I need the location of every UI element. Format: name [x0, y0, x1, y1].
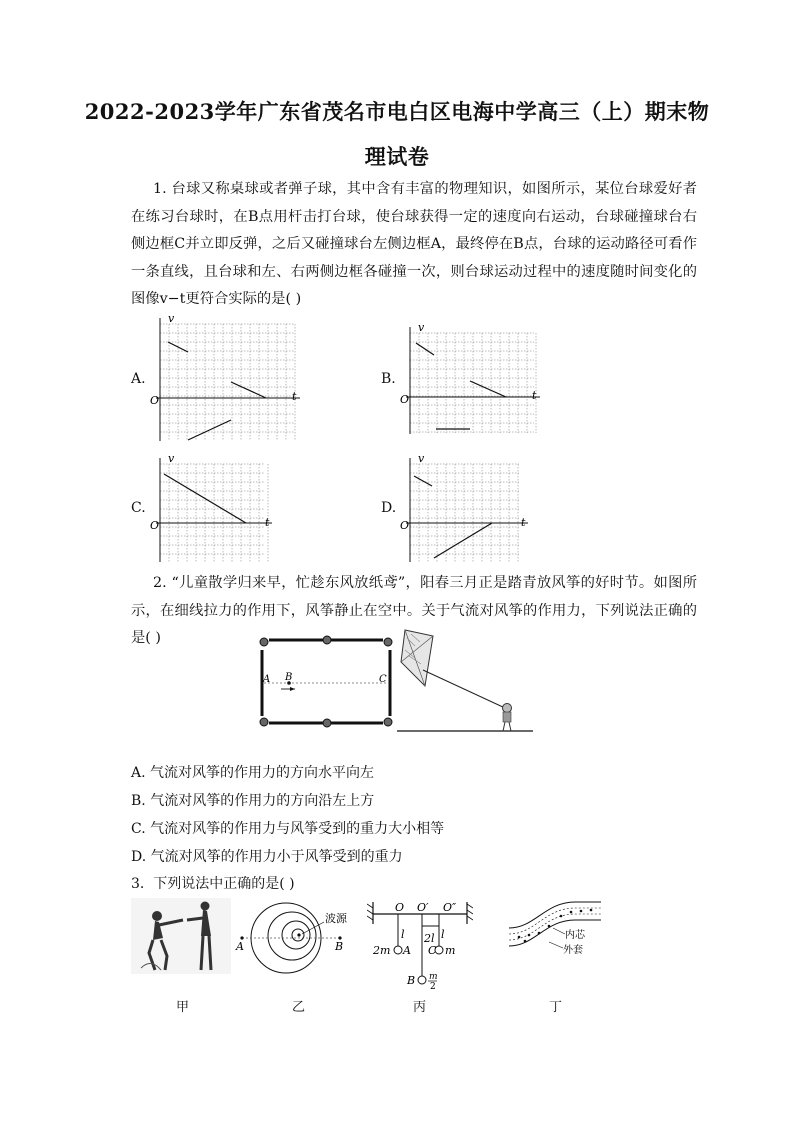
q1-choice-b-label: B.: [381, 371, 396, 387]
caption-ding: 丁: [549, 1000, 563, 1015]
t-axis-label: t: [292, 390, 297, 403]
q1-graph-b: [398, 323, 548, 435]
question-1-text: 台球又称桌球或者弹子球，其中含有丰富的物理知识，如图所示，某位台球爱好者在练习台球时，在B点用杆击打台球，使台球获得一定的速度向右运动，台球碰撞球台右侧边框C并立即反弹，之后又碰撞球台左侧边框A，最终停在B点，台球的运动路径可看作一条直线，且台球和左、右两侧边框各碰撞一次，则台球运动过程中的速度随时间变化的图像v−t更符合实际的是( ): [131, 181, 698, 307]
grid: [410, 333, 536, 433]
wave-source-label: 波源: [325, 912, 347, 925]
bob-a-label: A: [403, 944, 411, 957]
kite-scene: [397, 630, 533, 731]
sheath-label: 外套: [563, 945, 583, 956]
q2-option-c: C. 气流对风筝的作用力与风筝受到的重力大小相等: [131, 821, 445, 837]
question-2-number: 2.: [153, 575, 167, 591]
point-a-label: A: [236, 940, 244, 953]
pivot-o-double-prime-label: O″: [443, 901, 457, 914]
caption-yi: 乙: [292, 1000, 306, 1015]
bob-c-label: C: [428, 944, 437, 957]
question-2-text: “儿童散学归来早，忙趁东风放纸鸢”，阳春三月正是踏青放风筝的好时节。如图所示，在细线拉力的作用下，风筝静止在空中。关于气流对风筝的作用力，下列说法正确的是( ): [131, 575, 697, 646]
q3-figure-ding: [505, 898, 605, 958]
segment-2: [470, 381, 506, 397]
segment-1: [414, 476, 432, 486]
question-3-number: 3.: [131, 876, 145, 892]
question-1: [131, 176, 697, 314]
pivot-o-label: O: [395, 901, 405, 914]
point-c-label: C: [379, 674, 387, 685]
v-axis-label: v: [418, 454, 425, 465]
origin-label: O: [150, 519, 160, 532]
question-3: [131, 873, 295, 893]
pivot-o-prime-label: O′: [417, 901, 429, 914]
origin-label: O: [150, 394, 160, 407]
q3-figure-bing: [367, 898, 473, 990]
caption-bing: 丙: [413, 1000, 427, 1015]
q1-graph-c: [148, 454, 278, 564]
core-label: 内芯: [565, 930, 585, 941]
q2-figure: [255, 628, 540, 740]
origin-label: O: [400, 393, 410, 406]
q2-option-d: D. 气流对风筝的作用力小于风筝受到的重力: [131, 849, 403, 865]
q1-graph-d: [398, 454, 533, 564]
origin-label: O: [400, 519, 410, 532]
length-l-right-label: l: [441, 928, 445, 941]
q1-choice-a-label: A.: [131, 371, 146, 387]
segment-1: [416, 343, 434, 355]
mass-half-numerator: m: [429, 972, 438, 982]
grid: [160, 464, 268, 562]
q1-graph-a: [148, 314, 308, 442]
q1-choice-d-label: D.: [381, 500, 397, 516]
length-l-label: l: [401, 928, 405, 941]
mass-2m-label: 2m: [373, 944, 391, 957]
segment-2: [434, 523, 492, 558]
segment-2: [231, 382, 266, 398]
page-title-line-2: 理试卷: [364, 144, 430, 169]
page-title-line-1: 2022-2023学年广东省茂名市电白区电海中学高三（上）期末物: [84, 99, 710, 124]
bob-b-label: B: [407, 974, 416, 987]
length-2l-label: 2l: [424, 932, 435, 945]
billiard-table: [260, 636, 392, 727]
t-axis-label: t: [265, 516, 270, 529]
mass-m-label: m: [445, 944, 456, 957]
mass-half-denominator: 2: [430, 982, 436, 990]
q2-option-b: B. 气流对风筝的作用力的方向沿左上方: [131, 793, 375, 809]
q2-option-a: A. 气流对风筝的作用力的方向水平向左: [131, 765, 375, 781]
caption-jia: 甲: [176, 1000, 190, 1015]
t-axis-label: t: [521, 516, 526, 529]
point-b-label: B: [285, 672, 293, 683]
point-a-label: A: [263, 674, 271, 685]
q1-choice-c-label: C.: [131, 500, 146, 516]
v-axis-label: v: [418, 323, 425, 334]
v-axis-label: v: [168, 454, 175, 465]
point-b-label: B: [335, 940, 344, 953]
t-axis-label: t: [532, 389, 537, 402]
question-1-number: 1.: [153, 181, 167, 197]
q3-figure-yi: [232, 898, 358, 974]
q3-figure-jia: [131, 898, 231, 974]
v-axis-label: v: [168, 314, 175, 325]
grid: [160, 324, 295, 440]
grid: [410, 464, 519, 562]
question-3-text: 下列说法中正确的是( ): [153, 876, 295, 892]
